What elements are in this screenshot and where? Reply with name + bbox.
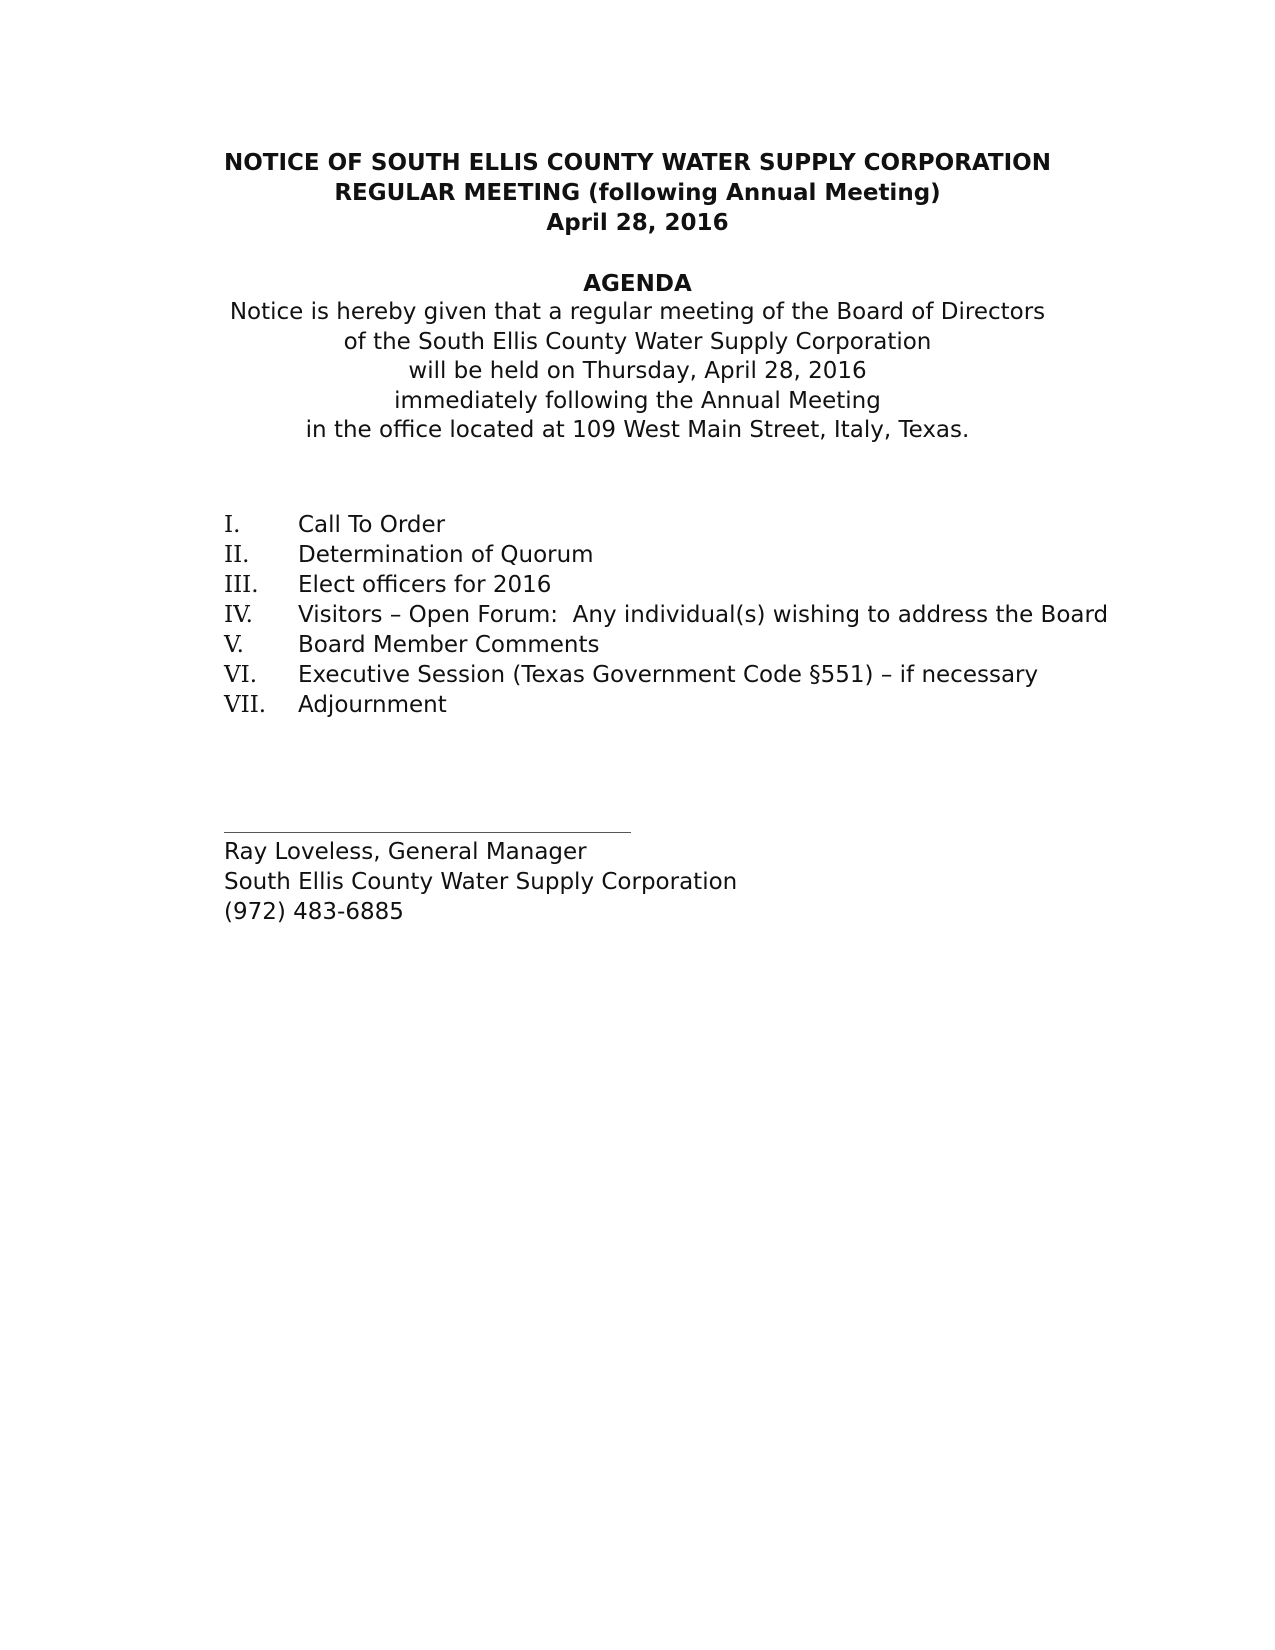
notice-line: in the office located at 109 West Main Street, Italy, Texas. bbox=[305, 417, 970, 443]
agenda-item-number: VI. bbox=[224, 662, 258, 688]
agenda-item-text: Board Member Comments bbox=[298, 632, 600, 658]
agenda-item bbox=[224, 540, 1224, 570]
header-date: April 28, 2016 bbox=[546, 210, 729, 236]
header-subtitle: REGULAR MEETING (following Annual Meeting) bbox=[334, 180, 941, 206]
agenda-heading: AGENDA bbox=[583, 271, 692, 297]
notice-paragraph bbox=[0, 298, 1275, 446]
agenda-item-text: Executive Session (Texas Government Code §551) – if necessary bbox=[298, 662, 1039, 688]
agenda-item-number: I. bbox=[224, 512, 241, 538]
document-header bbox=[0, 148, 1275, 238]
signer-organization: South Ellis County Water Supply Corporation bbox=[224, 869, 738, 895]
agenda-item-number: III. bbox=[224, 572, 259, 598]
agenda-item-number: V. bbox=[224, 632, 244, 658]
notice-line: immediately following the Annual Meeting bbox=[394, 387, 881, 414]
agenda-item-text: Call To Order bbox=[298, 512, 446, 538]
agenda-item bbox=[224, 690, 1224, 720]
agenda-item-text: Visitors – Open Forum: Any individual(s) wishing to address the Board bbox=[298, 602, 1109, 628]
agenda-item-text: Determination of Quorum bbox=[298, 542, 594, 568]
agenda-item bbox=[224, 570, 1224, 600]
agenda-item-text: Adjournment bbox=[298, 692, 447, 718]
agenda-item bbox=[224, 660, 1224, 690]
signature-block bbox=[224, 837, 737, 927]
signer-name-title: Ray Loveless, General Manager bbox=[224, 839, 587, 865]
agenda-item-number: IV. bbox=[224, 602, 253, 628]
header-title: NOTICE OF SOUTH ELLIS COUNTY WATER SUPPLY CORPORATION bbox=[223, 150, 1051, 176]
agenda-list bbox=[224, 510, 1224, 720]
notice-line: of the South Ellis County Water Supply Corporation bbox=[343, 328, 932, 355]
signature-line bbox=[224, 832, 631, 833]
notice-line: will be held on Thursday, April 28, 2016 bbox=[408, 358, 867, 384]
notice-line: Notice is hereby given that a regular meeting of the Board of Directors bbox=[229, 299, 1046, 325]
agenda-item-text: Elect officers for 2016 bbox=[298, 572, 552, 598]
agenda-item bbox=[224, 600, 1224, 630]
agenda-item bbox=[224, 630, 1224, 660]
agenda-item-number: VII. bbox=[224, 692, 267, 718]
agenda-item-number: II. bbox=[224, 542, 250, 568]
agenda-item bbox=[224, 510, 1224, 540]
signer-phone: (972) 483-6885 bbox=[224, 899, 404, 925]
